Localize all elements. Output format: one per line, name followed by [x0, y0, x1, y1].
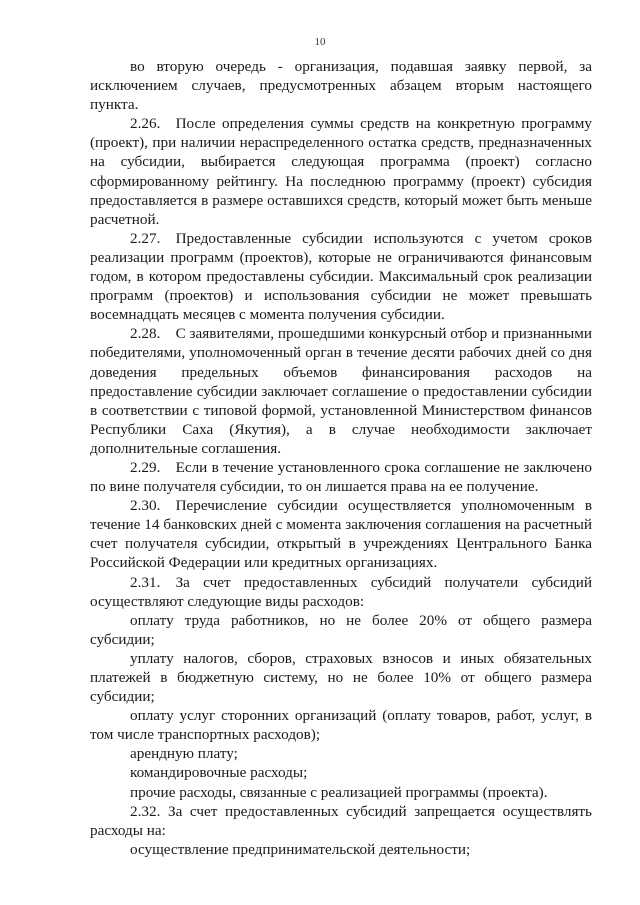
list-item-business: осуществление предпринимательской деятельности; — [130, 840, 471, 858]
paragraph-2-31: 2.31. За счет предоставленных субсидий получатели субсидий осуществляют следующие виды расходов: — [90, 573, 592, 610]
list-item-services: оплату услуг сторонних организаций (оплату товаров, работ, услуг, в том числе транспортных расходов); — [90, 707, 592, 744]
paragraph-2-26: 2.26. После определения суммы средств на конкретную программу (проект), при наличии нераспределенного остатка средств, предназначенных на субсидии, выбирается следующая программа (проект) согласно сформированному рейтингу. На последнюю программу (проект) субсидия предоставляется в размере оставшихся средств, который может быть меньше расчетной. — [90, 115, 592, 228]
list-item-labor: оплату труда работников, но не более 20% от общего размера субсидии; — [90, 611, 592, 648]
paragraph-2-29: 2.29. Если в течение установленного срока соглашение не заключено по вине получателя субсидии, то он лишается права на ее получение. — [90, 458, 592, 496]
page-number: 10 — [314, 36, 326, 48]
list-item-rent: арендную плату; — [130, 745, 238, 763]
paragraph-2-28: 2.28. С заявителями, прошедшими конкурсный отбор и признанными победителями, уполномоченный орган в течение десяти рабочих дней со дня доведения предельных объемов финансирования расходов на предоставление субсидии заключает соглашение о предоставлении субсидии в соответствии с типовой формой, установленной Министерством финансов Республики Саха (Якутия), а в случае необходимости заключает дополнительные соглашения. — [90, 325, 592, 457]
list-item-other: прочие расходы, связанные с реализацией программы (проекта). — [130, 783, 548, 801]
list-item-taxes: уплату налогов, сборов, страховых взносов и иных обязательных платежей в бюджетную систему, но не более 10% от общего размера субсидии; — [90, 649, 592, 706]
paragraph-continuation: во вторую очередь - организация, подавшая заявку первой, за исключением случаев, предусмотренных абзацем вторым настоящего пункта. — [90, 58, 592, 114]
list-item-travel: командировочные расходы; — [130, 764, 308, 782]
document-body — [90, 57, 592, 859]
paragraph-2-30: 2.30. Перечисление субсидии осуществляется уполномоченным в течение 14 банковских дней с момента заключения соглашения на расчетный счет получателя субсидии, открытый в учреждениях Центрального Банка Российской Федерации или кредитных организациях. — [90, 497, 592, 572]
paragraph-2-32: 2.32. За счет предоставленных субсидий запрещается осуществлять расходы на: — [90, 802, 592, 839]
paragraph-2-27: 2.27. Предоставленные субсидии используются с учетом сроков реализации программ (проектов), которые не ограничиваются финансовым годом, в котором предоставлены субсидии. Максимальный срок реализации программ (проектов) и использования субсидии не может превышать восемнадцать месяцев с момента получения субсидии. — [90, 229, 592, 324]
